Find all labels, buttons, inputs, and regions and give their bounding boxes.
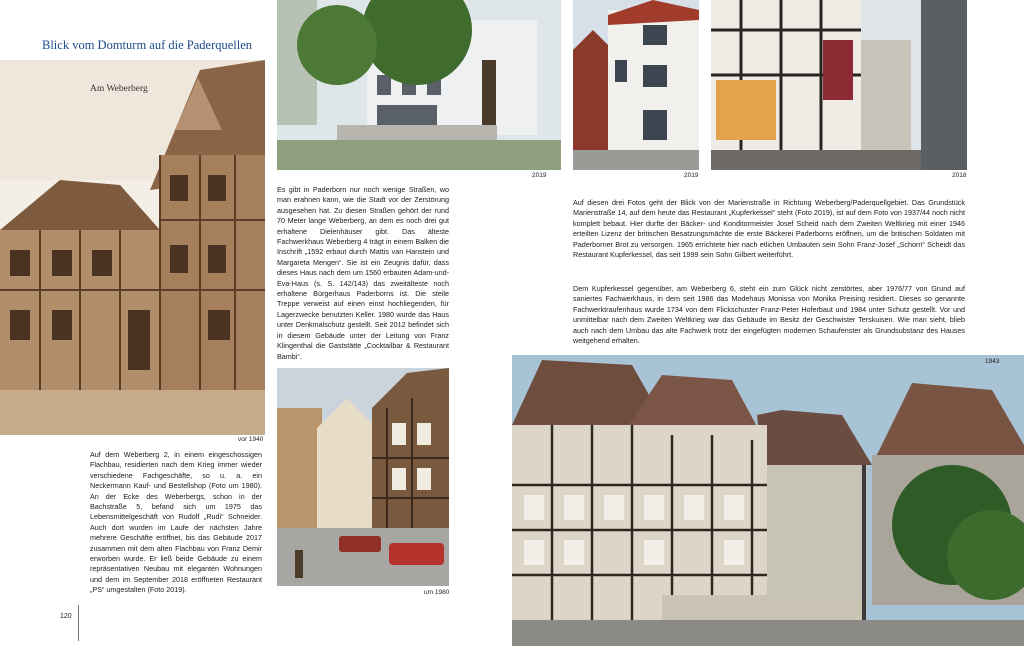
photo-halftimber-2018 bbox=[711, 0, 967, 170]
photo-corner-2019 bbox=[573, 0, 699, 170]
photo-street-um-1980 bbox=[277, 368, 449, 586]
caption-2018: 2018 bbox=[952, 172, 967, 179]
text-column-middle: Es gibt in Paderborn nur noch wenige Straßen, wo man erahnen kann, wie die Stadt vor der Zerstörung ausgesehen hat. Zu diesen Straßen gehört der rund 70 Meter lange Weberberg, an dem es noch drei gut erhaltene Dielenhäuser gibt. Das älteste Fachwerkhaus Weberberg 4 trägt in einem Balken die Inschrift „1592 erbaut durch Mattis van Hanstein und Margareta Mengen“. Sie ist ein Zeugnis dafür, dass dieses Haus nach dem um 1560 erbauten Adam-und-Eva-Haus (s. S. 142/143) das zweitälteste noch erhaltene Bürgerhaus Paderborns ist. Die steile Treppe verweist auf einen einst hochliegenden, für Lagerzwecke benutzten Keller. 1980 wurde das Haus unter Denkmalschutz gestellt. Seit 2012 befindet sich in diesem Gebäude unter der Leitung von Franz Klingenthal die Gaststätte „Cocktailbar & Restaurant Bambi“. bbox=[277, 185, 449, 361]
page-number: 120 bbox=[60, 613, 72, 620]
text-column-left: Auf dem Weberberg 2, in einem eingeschossigen Flachbau, residierten nach dem Krieg immer wieder verschiedene Fachgeschäfte, so u. a. ein Neckermann Kauf- und Bestellshop (Foto um 1980). An der Ecke des Weberbergs, schon in der Bachstraße 5, befand sich um 1975 das Lebensmittelgeschäft von Rudolf „Rudi“ Schneider. Auch dort wurden im Laufe der nächsten Jahre mehrere Geschäfte eröffnet, bis das Gebäude 2017 zusammen mit dem alten Flachbau von Franz Demir erworben wurde. Er ließ beide Gebäude zu einem repräsentativen Neubau mit eleganten Wohnungen und dem im September 2018 eröffneten Restaurant „PS“ umgestalten (Foto 2019). bbox=[90, 450, 262, 595]
caption-1943: 1943 bbox=[985, 358, 1000, 365]
caption-2019-b: 2019 bbox=[684, 172, 699, 179]
page-title: Blick vom Domturm auf die Paderquellen bbox=[42, 38, 253, 52]
photo-weberberg-1943 bbox=[512, 355, 1024, 646]
caption-um-1980: um 1980 bbox=[424, 589, 450, 596]
caption-vor-1940: vor 1940 bbox=[238, 436, 264, 443]
photo-street-2019 bbox=[277, 0, 561, 170]
caption-2019-a: 2019 bbox=[532, 172, 547, 179]
photo-weberberg-vor-1940 bbox=[0, 60, 265, 435]
photo-subtitle: Am Weberberg bbox=[90, 84, 148, 94]
text-column-right-2: Dem Kupferkessel gegenüber, am Weberberg 6, steht ein zum Glück nicht zerstörtes, aber 1976/77 von Grund auf saniertes Fachwerkhaus, in dem seit 1986 das Modehaus Monissa von Monika Preising residiert. Dieses so genannte Fachwerktraufenhaus wurde 1734 von dem Flickschuster Franz-Peter Hoferbaut und 1984 unter Schutz gestellt. Vor und unmittelbar nach dem Zweiten Weltkrieg war das Gebäude im Besitz der Geschwister Terskuisen. Wie man sieht, blieb auch nach dem Umbau das alte Fachwerk trotz der eingefügten modernen Schaufenster als Grundsubstanz des Hauses weitgehend erhalten. bbox=[573, 284, 965, 346]
text-column-right-1: Auf diesen drei Fotos geht der Blick von der Marienstraße in Richtung Weberberg/Paderquellgebiet. Das Grundstück Marienstraße 14, auf dem heute das Restaurant „Kupferkessel“ steht (Foto 2019), ist auf dem Foto von 1937/44 noch nicht komplett bebaut. Hier durfte der Bäcker- und Konditormeister Josef Scheid nach dem Zweiten Weltkrieg mit einer 1946 erteilten Lizenz der britischen Besatzungsmächte die erste Bäckerei Paderborns eröffnen, um die britischen Soldaten mit Paderborner Brot zu versorgen. 1965 errichtete hier nach etlichen Umbauten sein Sohn Franz-Josef „Schorri“ Scheidt das Restaurant Kupferkessel, das seit 1999 sein Sohn Gilbert weiterführt. bbox=[573, 198, 965, 260]
gutter-line bbox=[78, 605, 79, 641]
